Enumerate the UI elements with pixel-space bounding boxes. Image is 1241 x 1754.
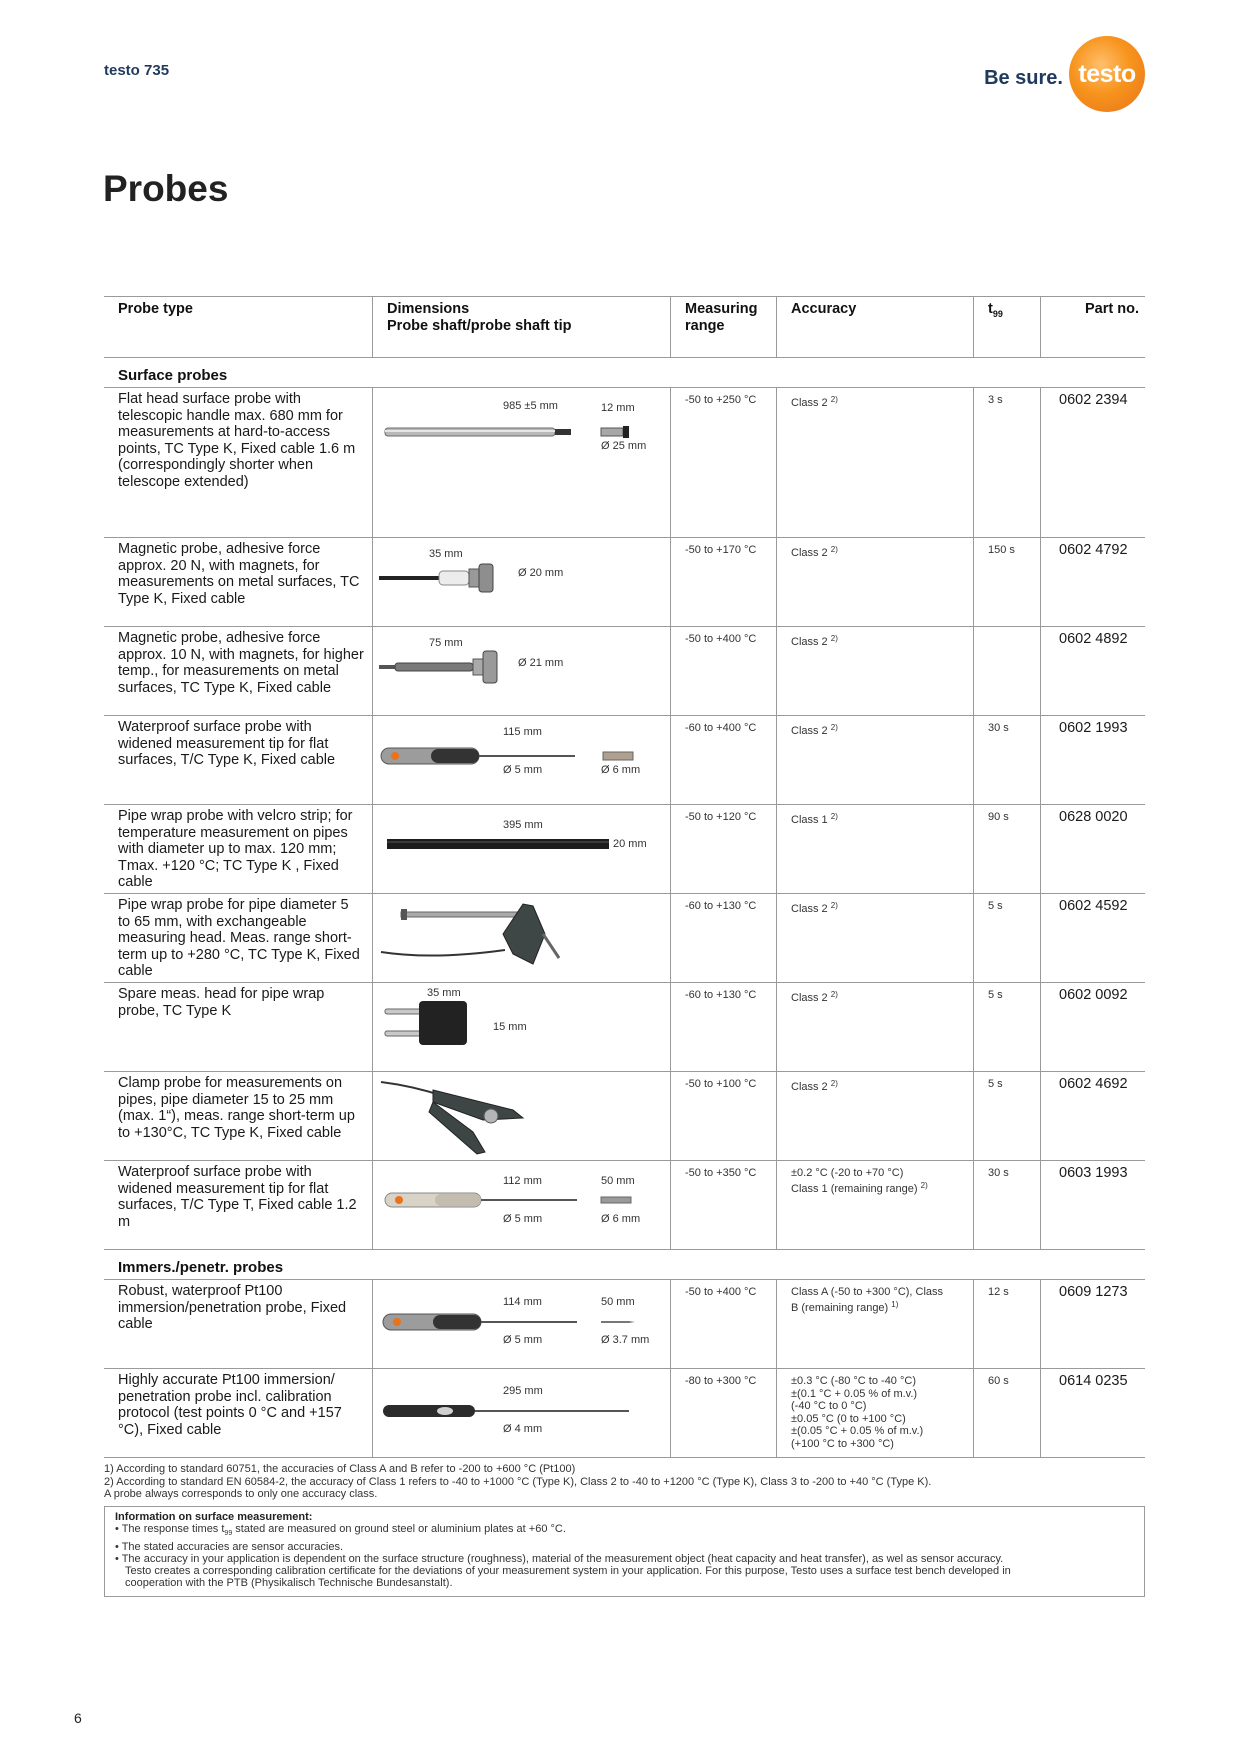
table-row [104, 538, 1145, 627]
measuring-range: -50 to +400 °C [670, 627, 776, 715]
accuracy: Class 2 $^{2)}$ [776, 627, 973, 715]
accuracy: ±0.2 °C (-20 to +70 °C) Class 1 (remaining range) $^{2)}$ [776, 1161, 973, 1249]
table-row [104, 716, 1145, 805]
response-time: 60 s [973, 1369, 1040, 1457]
probe-dimensions: 985 ±5 mm 12 mm Ø 25 mm [372, 388, 670, 537]
info-title: Information on surface measurement: [115, 1511, 313, 1523]
probe-image [373, 627, 671, 716]
response-time: 3 s [973, 388, 1040, 537]
probe-description: Flat head surface probe with telescopic handle max. 680 mm for measurements at hard-to-access points, TC Type K, Fixed cable 1.6 m (correspondingly shorter when telescope extended) [118, 391, 356, 490]
table-row [104, 983, 1145, 1072]
footnote-3: A probe always corresponds to only one accuracy class. [104, 1488, 378, 1501]
probe-description: Clamp probe for measurements on pipes, pipe diameter 15 to 25 mm (max. 1“), meas. range short-term up to +130°C, TC Type K, Fixed cable [118, 1075, 355, 1141]
testo-logo [1069, 36, 1145, 112]
response-time: 30 s [973, 716, 1040, 804]
part-number: 0603 1993 [1040, 1161, 1145, 1249]
part-number: 0602 4792 [1040, 538, 1145, 626]
probe-dimensions [372, 1072, 670, 1160]
probe-image [373, 1369, 671, 1458]
probe-dimensions: 112 mm 50 mm Ø 5 mm Ø 6 mm [372, 1161, 670, 1249]
probe-dimensions: 35 mm Ø 20 mm [372, 538, 670, 626]
probe-dimensions: 395 mm 20 mm [372, 805, 670, 893]
logo-text: testo [1078, 59, 1136, 88]
probe-description: Robust, waterproof Pt100 immersion/penetration probe, Fixed cable [118, 1283, 347, 1333]
footnote-2: 2) According to standard EN 60584-2, the accuracy of Class 1 refers to -40 to +1000 °C (Type K), Class 2 to -40 to +1200 °C (Type K), Class 3 to -200 to +40 °C (Type K). [104, 1475, 932, 1488]
section-immersion-probes: Immers./penetr. probes [104, 1250, 1145, 1280]
part-number: 0602 4692 [1040, 1072, 1145, 1160]
measuring-range: -60 to +130 °C [670, 983, 776, 1071]
info-line: cooperation with the PTB (Physikalisch Technische Bundesanstalt). [125, 1577, 453, 1590]
info-line: • The response times $t_{99}$ stated are measured on ground steel or aluminium plates at +60 °C. [115, 1523, 566, 1538]
table-row [104, 805, 1145, 894]
probe-dimensions: 295 mm Ø 4 mm [372, 1369, 670, 1457]
section-surface-probes: Surface probes [104, 358, 1145, 388]
probe-dimensions: 115 mm Ø 5 mm Ø 6 mm [372, 716, 670, 804]
probe-description: Magnetic probe, adhesive force approx. 10 N, with magnets, for higher temp., for measurements on metal surfaces, TC Type K, Fixed cable [118, 630, 364, 696]
probe-description: Pipe wrap probe for pipe diameter 5 to 65 mm, with exchangeable measuring head. Meas. range short-term up to +280 °C, TC Type K, Fixed cable [118, 897, 360, 980]
footnotes [104, 1463, 1145, 1501]
response-time: 150 s [973, 538, 1040, 626]
table-row [104, 1369, 1145, 1458]
response-time: 5 s [973, 1072, 1040, 1160]
page-title: Probes [103, 168, 229, 209]
response-time: 12 s [973, 1280, 1040, 1368]
accuracy: Class 2 $^{2)}$ [776, 894, 973, 982]
probe-description: Spare meas. head for pipe wrap probe, TC Type K [118, 986, 325, 1019]
accuracy: Class 2 $^{2)}$ [776, 388, 973, 537]
probe-image [373, 894, 671, 983]
header-t99: $t_{99}$ [973, 297, 1040, 358]
accuracy: Class 2 $^{2)}$ [776, 983, 973, 1071]
probe-dimensions [372, 894, 670, 982]
page-number: 6 [74, 1710, 82, 1726]
measuring-range: -80 to +300 °C [670, 1369, 776, 1457]
measuring-range: -50 to +100 °C [670, 1072, 776, 1160]
header-accuracy: Accuracy [776, 297, 973, 358]
part-number: 0602 1993 [1040, 716, 1145, 804]
accuracy: Class 1 $^{2)}$ [776, 805, 973, 893]
measuring-range: -50 to +120 °C [670, 805, 776, 893]
table-row [104, 627, 1145, 716]
probe-dimensions: 35 mm 15 mm [372, 983, 670, 1071]
table-row [104, 388, 1145, 538]
probe-description: Magnetic probe, adhesive force approx. 20 N, with magnets, for measurements on metal surfaces, TC Type K, Fixed cable [118, 541, 360, 607]
probe-description: Pipe wrap probe with velcro strip; for temperature measurement on pipes with diameter up to max. 120 mm; Tmax. +120 °C; TC Type K , Fixed cable [118, 808, 353, 891]
part-number: 0609 1273 [1040, 1280, 1145, 1368]
part-number: 0602 0092 [1040, 983, 1145, 1071]
probe-dimensions: 75 mm Ø 21 mm [372, 627, 670, 715]
response-time: 90 s [973, 805, 1040, 893]
response-time: 5 s [973, 894, 1040, 982]
part-number: 0628 0020 [1040, 805, 1145, 893]
table-row [104, 1280, 1145, 1369]
measuring-range: -60 to +130 °C [670, 894, 776, 982]
brand-block [984, 38, 1145, 110]
info-line: • The stated accuracies are sensor accuracies. [115, 1540, 344, 1553]
part-number: 0602 4592 [1040, 894, 1145, 982]
slogan: Be sure. [984, 66, 1063, 89]
measuring-range: -50 to +170 °C [670, 538, 776, 626]
probe-description: Highly accurate Pt100 immersion/ penetration probe incl. calibration protocol (test points 0 °C and +157 °C), Fixed cable [118, 1372, 342, 1438]
header-dimensions: Dimensions Probe shaft/probe shaft tip [372, 297, 670, 358]
probe-image [373, 1072, 671, 1161]
table-row [104, 1072, 1145, 1161]
measuring-range: -60 to +400 °C [670, 716, 776, 804]
probe-dimensions: 114 mm 50 mm Ø 5 mm Ø 3.7 mm [372, 1280, 670, 1368]
info-line: Testo creates a corresponding calibration certificate for the deviations of your measurement system in your application. For this purpose, Testo uses a surface test bench developed in [125, 1565, 1011, 1577]
probe-image [373, 1280, 671, 1369]
probe-image [373, 538, 671, 627]
probe-description: Waterproof surface probe with widened measurement tip for flat surfaces, T/C Type T, Fixed cable 1.2 m [118, 1164, 357, 1230]
probe-description: Waterproof surface probe with widened measurement tip for flat surfaces, T/C Type K, Fixed cable [118, 719, 336, 769]
part-number: 0602 2394 [1040, 388, 1145, 537]
footnote-1: 1) According to standard 60751, the accuracies of Class A and B refer to -200 to +600 °C (Pt100) [104, 1463, 576, 1475]
surface-measurement-info [104, 1506, 1145, 1597]
response-time [973, 627, 1040, 715]
measuring-range: -50 to +400 °C [670, 1280, 776, 1368]
measuring-range: -50 to +250 °C [670, 388, 776, 537]
table-header [104, 296, 1145, 358]
part-number: 0614 0235 [1040, 1369, 1145, 1457]
part-number: 0602 4892 [1040, 627, 1145, 715]
probes-table [104, 296, 1145, 1458]
info-line: • The accuracy in your application is dependent on the surface structure (roughness), material of the measurement object (heat capacity and heat transfer), as wel as sensor accuracy. [115, 1552, 1004, 1565]
product-name: testo 735 [104, 62, 170, 79]
header-measuring-range: Measuring range [670, 297, 776, 358]
measuring-range: -50 to +350 °C [670, 1161, 776, 1249]
response-time: 30 s [973, 1161, 1040, 1249]
header-probe-type: Probe type [118, 301, 193, 317]
table-row [104, 894, 1145, 983]
response-time: 5 s [973, 983, 1040, 1071]
table-row [104, 1161, 1145, 1250]
accuracy: Class A (-50 to +300 °C), Class B (remaining range) $^{1)}$ [776, 1280, 973, 1368]
accuracy: Class 2 $^{2)}$ [776, 538, 973, 626]
accuracy: ±0.3 °C (-80 °C to -40 °C) ±(0.1 °C + 0.05 % of m.v.) (-40 °C to 0 °C) ±0.05 °C (0 to +100 °C) ±(0.05 °C + 0.05 % of m.v.) (+100 °C to +300 °C) [776, 1369, 973, 1457]
accuracy: Class 2 $^{2)}$ [776, 1072, 973, 1160]
accuracy: Class 2 $^{2)}$ [776, 716, 973, 804]
header-part-no: Part no. [1040, 297, 1145, 358]
